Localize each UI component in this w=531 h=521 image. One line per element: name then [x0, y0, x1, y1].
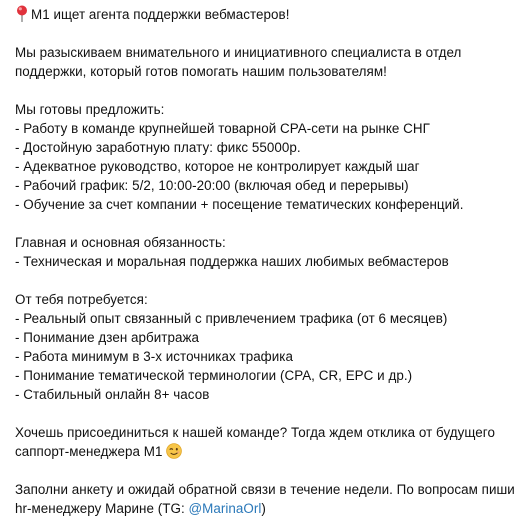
- winking-face-icon: [166, 443, 182, 459]
- offer-item: - Достойную заработную плату: фикс 55000р.: [15, 140, 301, 155]
- intro-line: поддержки, который готов помогать нашим пользователям!: [15, 64, 387, 79]
- message-title: M1 ищет агента поддержки вебмастеров!: [31, 7, 290, 22]
- duty-heading: Главная и основная обязанность:: [15, 235, 226, 250]
- spacer: [15, 461, 531, 480]
- join-text: саппорт-менеджера М1: [15, 444, 163, 459]
- offer-item: - Обучение за счет компании + посещение тематических конференций.: [15, 197, 464, 212]
- spacer: [15, 271, 531, 290]
- offer-heading: Мы готовы предложить:: [15, 102, 165, 117]
- requirement-item: - Реальный опыт связанный с привлечением трафика (от 6 месяцев): [15, 311, 448, 326]
- requirement-item: - Понимание тематической терминологии (CPA, CR, EPC и др.): [15, 368, 413, 383]
- duty-item: - Техническая и моральная поддержка наших любимых вебмастеров: [15, 254, 449, 269]
- offer-item: - Работу в команде крупнейшей товарной CPA-сети на рынке СНГ: [15, 121, 430, 136]
- offer-item: - Рабочий график: 5/2, 10:00-20:00 (включая обед и перерывы): [15, 178, 409, 193]
- contact-line: Заполни анкету и ожидай обратной связи в течение недели. По вопросам пиши: [15, 482, 515, 497]
- round-pushpin-icon: [15, 5, 29, 22]
- telegram-username-link[interactable]: @MarinaOrl: [188, 501, 262, 516]
- join-line: Хочешь присоединиться к нашей команде? Тогда ждем отклика от будущего: [15, 425, 495, 440]
- spacer: [15, 81, 531, 100]
- contact-line-last: [15, 499, 531, 518]
- contact-prefix: hr-менеджеру Марине (TG:: [15, 501, 189, 516]
- contact-suffix: ): [261, 501, 266, 516]
- intro-line: Мы разыскиваем внимательного и инициативного специалиста в отдел: [15, 45, 462, 60]
- requirement-item: - Понимание дзен арбитража: [15, 330, 199, 345]
- requirement-item: - Стабильный онлайн 8+ часов: [15, 387, 210, 402]
- message-title-line: [15, 5, 531, 24]
- requirement-item: - Работа минимум в 3-х источниках трафика: [15, 349, 293, 364]
- spacer: [15, 404, 531, 423]
- join-line-last: [15, 442, 531, 461]
- requirements-heading: От тебя потребуется:: [15, 292, 148, 307]
- offer-item: - Адекватное руководство, которое не контролирует каждый шаг: [15, 159, 420, 174]
- spacer: [15, 24, 531, 43]
- spacer: [15, 214, 531, 233]
